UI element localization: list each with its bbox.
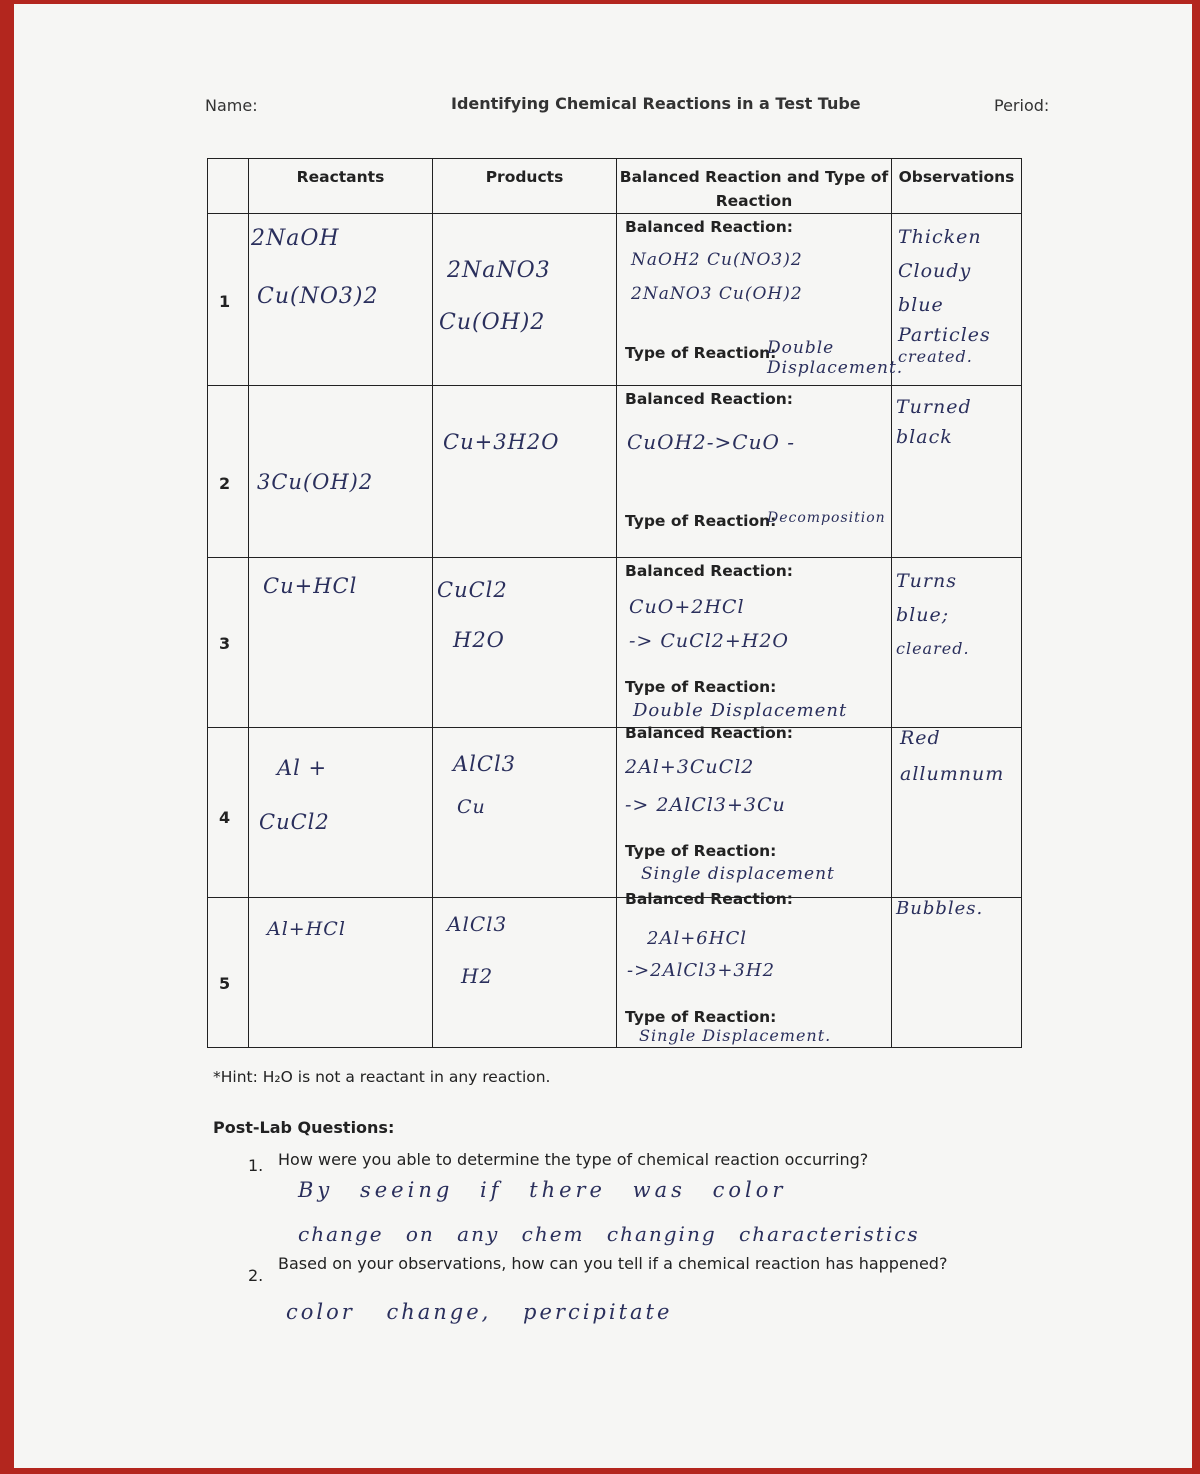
- balanced-equation: -> 2AlCl3+3Cu: [625, 794, 786, 816]
- table-row: [208, 214, 1022, 386]
- observation-entry: [896, 898, 983, 919]
- type-of-reaction-label: Type of Reaction:: [625, 678, 777, 696]
- table-header-row: [208, 159, 1022, 214]
- balanced-reaction-label: Balanced Reaction:: [625, 390, 793, 408]
- reaction-table: [207, 158, 1022, 1048]
- reaction-type-answer: Single Displacement.: [639, 1026, 832, 1045]
- reaction-type-answer: Double Displacement: [633, 700, 848, 721]
- table-row: [208, 898, 1022, 1048]
- row-number: 5: [219, 974, 231, 993]
- answer-line: color change, percipitate: [286, 1300, 673, 1324]
- reaction-type-answer: Single displacement: [641, 864, 835, 884]
- product-entry: H2: [461, 964, 494, 988]
- product-entry: CuCl2: [437, 578, 508, 602]
- name-label: Name:: [205, 96, 258, 115]
- row-number: 1: [219, 292, 231, 311]
- reaction-type-answer: Decomposition: [767, 510, 886, 526]
- product-entry: AlCl3: [447, 912, 508, 936]
- type-of-reaction-label: Type of Reaction:: [625, 344, 777, 362]
- observation-line: Particles: [898, 324, 991, 346]
- question-text: How were you able to determine the type of chemical reaction occurring?: [278, 1150, 869, 1169]
- balanced-equation: -> CuCl2+H2O: [629, 630, 790, 652]
- row-number: 4: [219, 808, 231, 827]
- balanced-equation: 2NaNO3 Cu(OH)2: [631, 284, 803, 304]
- observation-line: blue: [898, 294, 944, 316]
- observation-line: Turned: [896, 396, 972, 418]
- observation-line: Cloudy: [898, 260, 972, 282]
- observation-entry: [896, 564, 970, 666]
- question-number: 1.: [248, 1156, 264, 1175]
- type-of-reaction-label: Type of Reaction:: [625, 842, 777, 860]
- balanced-reaction-label: Balanced Reaction:: [625, 724, 793, 742]
- reactant-entry: 3Cu(OH)2: [257, 470, 374, 494]
- table-row: [208, 728, 1022, 898]
- answer-line: change on any chem changing characteristics: [298, 1222, 920, 1246]
- observation-line: Bubbles.: [896, 898, 984, 919]
- observation-line: allumnum: [900, 763, 1005, 785]
- period-label: Period:: [994, 96, 1050, 115]
- balanced-reaction-label: Balanced Reaction:: [625, 890, 793, 908]
- reactant-entry: 2NaOH: [251, 226, 340, 251]
- observation-line: Thicken: [898, 226, 982, 248]
- post-lab-heading: Post-Lab Questions:: [213, 1118, 395, 1137]
- balanced-equation: CuOH2->CuO -: [627, 430, 795, 454]
- product-entry: Cu+3H2O: [443, 430, 560, 454]
- balanced-equation: NaOH2 Cu(NO3)2: [631, 250, 803, 270]
- product-entry: H2O: [453, 628, 505, 652]
- reactant-entry: Al +: [277, 756, 328, 780]
- observation-line: created.: [898, 347, 973, 366]
- balanced-reaction-label: Balanced Reaction:: [625, 218, 793, 236]
- observation-entry: [896, 392, 972, 452]
- answer-line: By seeing if there was color: [298, 1178, 787, 1202]
- product-entry: Cu(OH)2: [439, 310, 546, 335]
- row-number: 2: [219, 474, 231, 493]
- balanced-equation: CuO+2HCl: [629, 596, 745, 618]
- product-entry: Cu: [457, 796, 486, 818]
- worksheet-title: Identifying Chemical Reactions in a Test Tube: [451, 94, 861, 113]
- reactant-entry: Cu+HCl: [263, 574, 358, 598]
- hint-text: *Hint: H₂O is not a reactant in any reaction.: [213, 1068, 551, 1086]
- header-blank: [208, 159, 249, 214]
- question-number: 2.: [248, 1266, 264, 1285]
- observation-entry: [898, 220, 991, 366]
- header-products: Products: [433, 159, 617, 214]
- row-number: 3: [219, 634, 231, 653]
- type-of-reaction-label: Type of Reaction:: [625, 1008, 777, 1026]
- observation-line: Red: [900, 727, 941, 749]
- product-entry: 2NaNO3: [447, 258, 551, 283]
- header-observations: Observations: [892, 159, 1022, 214]
- observation-line: blue;: [896, 604, 950, 626]
- header-balanced-reaction: Balanced Reaction and Type of Reaction: [617, 159, 892, 214]
- worksheet-page: [14, 4, 1192, 1468]
- observation-line: Turns: [896, 570, 957, 592]
- type-of-reaction-label: Type of Reaction:: [625, 512, 777, 530]
- product-entry: AlCl3: [453, 752, 517, 776]
- table-row: [208, 386, 1022, 558]
- question-text: Based on your observations, how can you tell if a chemical reaction has happened?: [278, 1254, 948, 1273]
- reactant-entry: CuCl2: [259, 810, 330, 834]
- observation-line: cleared.: [896, 639, 970, 658]
- header-reactants: Reactants: [249, 159, 433, 214]
- balanced-equation: ->2AlCl3+3H2: [627, 960, 776, 981]
- reactant-entry: Al+HCl: [267, 918, 346, 940]
- table-row: [208, 558, 1022, 728]
- balanced-equation: 2Al+6HCl: [647, 928, 747, 949]
- reaction-type-answer: Double Displacement.: [767, 338, 904, 378]
- observation-line: black: [896, 426, 953, 448]
- observation-entry: [900, 720, 1004, 792]
- balanced-reaction-label: Balanced Reaction:: [625, 562, 793, 580]
- reactant-entry: Cu(NO3)2: [257, 284, 379, 309]
- balanced-equation: 2Al+3CuCl2: [625, 756, 755, 778]
